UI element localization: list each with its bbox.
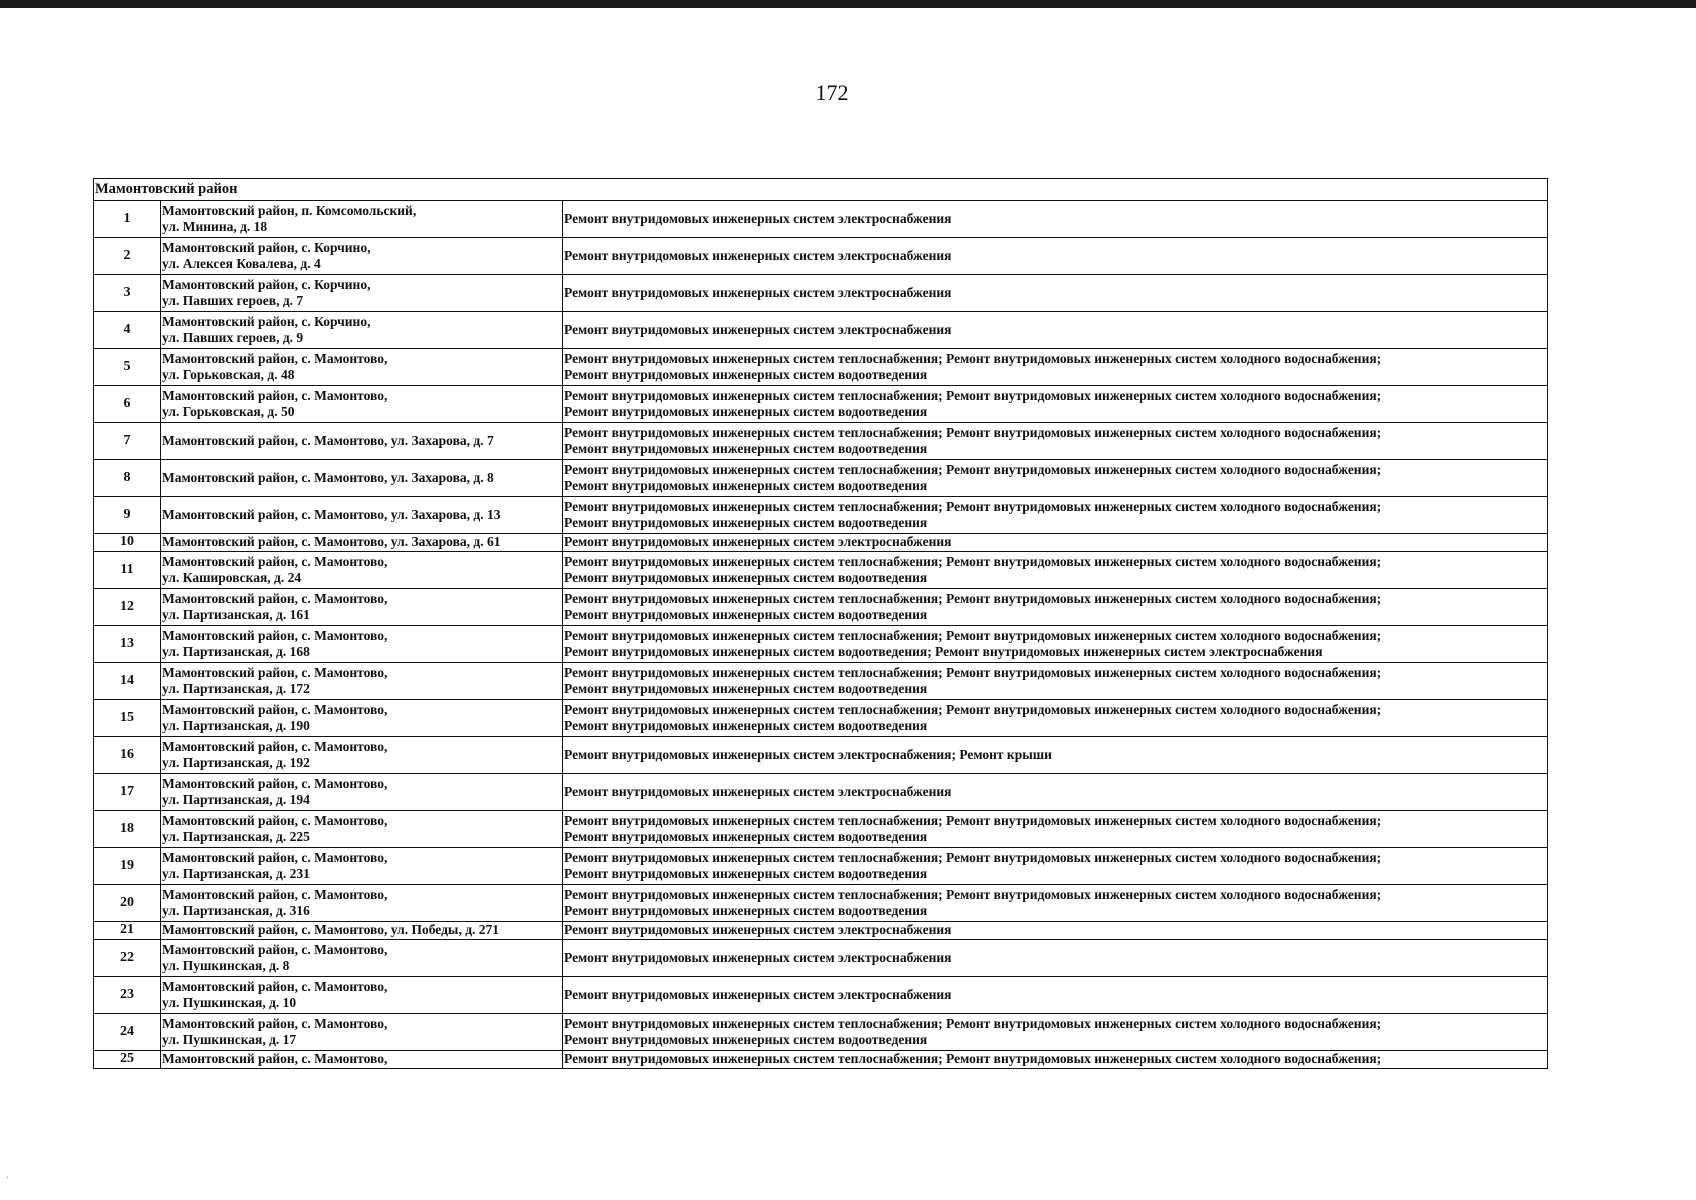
table-row [94, 626, 1548, 663]
work-line-1: Ремонт внутридомовых инженерных систем электроснабжения [564, 534, 952, 550]
work-cell [563, 700, 1548, 737]
address-cell [161, 811, 563, 848]
address-cell [161, 386, 563, 423]
table-row [94, 423, 1548, 460]
work-line-2: Ремонт внутридомовых инженерных систем водоотведения [564, 607, 928, 622]
address-cell [161, 940, 563, 977]
address-cell [161, 460, 563, 497]
work-line-1: Ремонт внутридомовых инженерных систем теплоснабжения; Ремонт внутридомовых инженерных систем холодного водоснабжения; [564, 387, 1382, 403]
address-line-2: ул. Пушкинская, д. 17 [162, 1032, 297, 1047]
work-cell [563, 663, 1548, 700]
row-number: 7 [94, 423, 161, 460]
region-title: Мамонтовский район [94, 179, 1548, 201]
address-cell [161, 349, 563, 386]
address-line-1: Мамонтовский район, с. Мамонтово, [162, 738, 388, 754]
address-line-1: Мамонтовский район, с. Мамонтово, [162, 886, 388, 902]
work-line-1: Ремонт внутридомовых инженерных систем электроснабжения [564, 783, 952, 799]
row-number: 14 [94, 663, 161, 700]
work-line-1: Ремонт внутридомовых инженерных систем теплоснабжения; Ремонт внутридомовых инженерных систем холодного водоснабжения; [564, 350, 1382, 366]
address-line-2: ул. Кашировская, д. 24 [162, 570, 302, 585]
address-line-2: ул. Горьковская, д. 48 [162, 367, 295, 382]
row-number: 16 [94, 737, 161, 774]
work-cell [563, 275, 1548, 312]
work-line-1: Ремонт внутридомовых инженерных систем электроснабжения [564, 922, 952, 938]
table-row [94, 201, 1548, 238]
table-row [94, 848, 1548, 885]
work-cell [563, 460, 1548, 497]
work-cell [563, 848, 1548, 885]
work-cell [563, 977, 1548, 1014]
table-row [94, 238, 1548, 275]
work-line-1: Ремонт внутридомовых инженерных систем теплоснабжения; Ремонт внутридомовых инженерных систем холодного водоснабжения; [564, 664, 1382, 680]
address-cell [161, 774, 563, 811]
work-cell [563, 1014, 1548, 1051]
address-line-2: ул. Партизанская, д. 194 [162, 792, 310, 807]
page-number: 172 [815, 80, 849, 105]
work-line-2: Ремонт внутридомовых инженерных систем водоотведения [564, 515, 928, 530]
address-line-1: Мамонтовский район, с. Корчино, [162, 276, 371, 292]
row-number: 13 [94, 626, 161, 663]
address-line-2: ул. Павших героев, д. 9 [162, 330, 304, 345]
work-cell [563, 312, 1548, 349]
address-line-2: ул. Пушкинская, д. 10 [162, 995, 297, 1010]
work-line-1: Ремонт внутридомовых инженерных систем электроснабжения [564, 986, 952, 1002]
row-number: 25 [94, 1051, 161, 1069]
work-line-1: Ремонт внутридомовых инженерных систем электроснабжения [564, 321, 952, 337]
work-line-2: Ремонт внутридомовых инженерных систем водоотведения [564, 441, 928, 456]
address-line-2: ул. Партизанская, д. 161 [162, 607, 310, 622]
address-line-2: ул. Партизанская, д. 225 [162, 829, 310, 844]
table-row [94, 1051, 1548, 1069]
work-cell [563, 1051, 1548, 1069]
address-line-1: Мамонтовский район, с. Мамонтово, [162, 941, 388, 957]
address-line-1: Мамонтовский район, с. Мамонтово, ул. Захарова, д. 61 [162, 534, 501, 550]
address-line-1: Мамонтовский район, с. Корчино, [162, 239, 371, 255]
address-line-1: Мамонтовский район, с. Мамонтово, [162, 849, 388, 865]
work-cell [563, 238, 1548, 275]
row-number: 21 [94, 922, 161, 940]
address-line-2: ул. Горьковская, д. 50 [162, 404, 295, 419]
address-cell [161, 922, 563, 940]
address-line-2: ул. Минина, д. 18 [162, 219, 268, 234]
work-line-2: Ремонт внутридомовых инженерных систем водоотведения [564, 367, 928, 382]
table-row [94, 940, 1548, 977]
work-cell [563, 774, 1548, 811]
work-cell [563, 201, 1548, 238]
address-line-1: Мамонтовский район, с. Мамонтово, ул. Победы, д. 271 [162, 922, 500, 938]
work-line-1: Ремонт внутридомовых инженерных систем теплоснабжения; Ремонт внутридомовых инженерных систем холодного водоснабжения; [564, 590, 1382, 606]
address-cell [161, 1051, 563, 1069]
work-line-1: Ремонт внутридомовых инженерных систем теплоснабжения; Ремонт внутридомовых инженерных систем холодного водоснабжения; [564, 1015, 1382, 1031]
work-cell [563, 423, 1548, 460]
work-line-2: Ремонт внутридомовых инженерных систем водоотведения [564, 404, 928, 419]
table-row [94, 386, 1548, 423]
work-line-2: Ремонт внутридомовых инженерных систем водоотведения [564, 903, 928, 918]
work-cell [563, 922, 1548, 940]
table-row [94, 349, 1548, 386]
row-number: 3 [94, 275, 161, 312]
table-row [94, 589, 1548, 626]
work-line-2: Ремонт внутридомовых инженерных систем водоотведения; Ремонт внутридомовых инженерных систем электроснабжения [564, 644, 1323, 659]
work-cell [563, 589, 1548, 626]
row-number: 15 [94, 700, 161, 737]
address-cell [161, 626, 563, 663]
work-line-1: Ремонт внутридомовых инженерных систем электроснабжения [564, 284, 952, 300]
address-cell [161, 275, 563, 312]
row-number: 9 [94, 497, 161, 534]
work-line-1: Ремонт внутридомовых инженерных систем теплоснабжения; Ремонт внутридомовых инженерных систем холодного водоснабжения; [564, 627, 1382, 643]
address-line-1: Мамонтовский район, с. Мамонтово, [162, 1015, 388, 1031]
scan-mark: . [6, 1170, 9, 1181]
row-number: 2 [94, 238, 161, 275]
work-cell [563, 811, 1548, 848]
address-cell [161, 848, 563, 885]
work-cell [563, 552, 1548, 589]
work-cell [563, 497, 1548, 534]
table-row [94, 700, 1548, 737]
address-cell [161, 534, 563, 552]
work-line-1: Ремонт внутридомовых инженерных систем электроснабжения [564, 949, 952, 965]
address-cell [161, 552, 563, 589]
address-line-1: Мамонтовский район, с. Мамонтово, [162, 664, 388, 680]
table-row [94, 922, 1548, 940]
table-row [94, 460, 1548, 497]
work-line-1: Ремонт внутридомовых инженерных систем теплоснабжения; Ремонт внутридомовых инженерных систем холодного водоснабжения; [564, 849, 1382, 865]
row-number: 20 [94, 885, 161, 922]
address-line-1: Мамонтовский район, с. Мамонтово, ул. Захарова, д. 8 [162, 469, 494, 485]
region-header-row [94, 179, 1548, 201]
work-cell [563, 349, 1548, 386]
address-line-2: ул. Партизанская, д. 231 [162, 866, 310, 881]
row-number: 6 [94, 386, 161, 423]
address-line-1: Мамонтовский район, с. Мамонтово, [162, 775, 388, 791]
row-number: 1 [94, 201, 161, 238]
work-line-2: Ремонт внутридомовых инженерных систем водоотведения [564, 478, 928, 493]
address-line-2: ул. Партизанская, д. 190 [162, 718, 310, 733]
table-body [94, 179, 1548, 1069]
work-line-1: Ремонт внутридомовых инженерных систем теплоснабжения; Ремонт внутридомовых инженерных систем холодного водоснабжения; [564, 812, 1382, 828]
table-row [94, 275, 1548, 312]
scan-top-edge [0, 0, 1696, 8]
work-cell [563, 940, 1548, 977]
address-line-1: Мамонтовский район, с. Мамонтово, ул. Захарова, д. 13 [162, 506, 501, 522]
address-line-2: ул. Партизанская, д. 316 [162, 903, 310, 918]
work-cell [563, 386, 1548, 423]
address-line-1: Мамонтовский район, с. Корчино, [162, 313, 371, 329]
address-cell [161, 238, 563, 275]
work-line-1: Ремонт внутридомовых инженерных систем теплоснабжения; Ремонт внутридомовых инженерных систем холодного водоснабжения; [564, 498, 1382, 514]
work-line-2: Ремонт внутридомовых инженерных систем водоотведения [564, 866, 928, 881]
row-number: 17 [94, 774, 161, 811]
address-line-1: Мамонтовский район, с. Мамонтово, [162, 387, 388, 403]
address-cell [161, 977, 563, 1014]
row-number: 10 [94, 534, 161, 552]
address-line-2: ул. Партизанская, д. 192 [162, 755, 310, 770]
address-cell [161, 737, 563, 774]
work-line-1: Ремонт внутридомовых инженерных систем электроснабжения; Ремонт крыши [564, 746, 1052, 762]
address-line-1: Мамонтовский район, с. Мамонтово, [162, 627, 388, 643]
address-line-2: ул. Партизанская, д. 168 [162, 644, 310, 659]
address-cell [161, 885, 563, 922]
row-number: 22 [94, 940, 161, 977]
address-line-2: ул. Алексея Ковалева, д. 4 [162, 256, 321, 271]
work-cell [563, 626, 1548, 663]
work-line-2: Ремонт внутридомовых инженерных систем водоотведения [564, 681, 928, 696]
address-cell [161, 497, 563, 534]
table-row [94, 552, 1548, 589]
address-line-1: Мамонтовский район, с. Мамонтово, [162, 701, 388, 717]
work-line-2: Ремонт внутридомовых инженерных систем водоотведения [564, 829, 928, 844]
work-line-1: Ремонт внутридомовых инженерных систем теплоснабжения; Ремонт внутридомовых инженерных систем холодного водоснабжения; [564, 553, 1382, 569]
row-number: 5 [94, 349, 161, 386]
work-line-1: Ремонт внутридомовых инженерных систем теплоснабжения; Ремонт внутридомовых инженерных систем холодного водоснабжения; [564, 424, 1382, 440]
table-row [94, 1014, 1548, 1051]
address-cell [161, 700, 563, 737]
work-line-1: Ремонт внутридомовых инженерных систем электроснабжения [564, 247, 952, 263]
row-number: 18 [94, 811, 161, 848]
address-cell [161, 312, 563, 349]
repair-table [93, 178, 1548, 1069]
work-line-2: Ремонт внутридомовых инженерных систем водоотведения [564, 718, 928, 733]
row-number: 11 [94, 552, 161, 589]
table-row [94, 312, 1548, 349]
address-cell [161, 423, 563, 460]
address-line-1: Мамонтовский район, с. Мамонтово, [162, 812, 388, 828]
address-line-1: Мамонтовский район, с. Мамонтово, [162, 590, 388, 606]
table-row [94, 774, 1548, 811]
work-cell [563, 737, 1548, 774]
row-number: 24 [94, 1014, 161, 1051]
table-row [94, 497, 1548, 534]
address-cell [161, 201, 563, 238]
row-number: 4 [94, 312, 161, 349]
work-line-1: Ремонт внутридомовых инженерных систем электроснабжения [564, 210, 952, 226]
address-line-2: ул. Павших героев, д. 7 [162, 293, 304, 308]
work-line-2: Ремонт внутридомовых инженерных систем водоотведения [564, 1032, 928, 1047]
work-cell [563, 885, 1548, 922]
address-cell [161, 589, 563, 626]
address-line-1: Мамонтовский район, с. Мамонтово, [162, 350, 388, 366]
row-number: 19 [94, 848, 161, 885]
work-line-1: Ремонт внутридомовых инженерных систем теплоснабжения; Ремонт внутридомовых инженерных систем холодного водоснабжения; [564, 461, 1382, 477]
row-number: 8 [94, 460, 161, 497]
table-row [94, 885, 1548, 922]
row-number: 23 [94, 977, 161, 1014]
work-cell [563, 534, 1548, 552]
row-number: 12 [94, 589, 161, 626]
table-row [94, 977, 1548, 1014]
address-line-1: Мамонтовский район, п. Комсомольский, [162, 202, 417, 218]
address-line-1: Мамонтовский район, с. Мамонтово, [162, 1051, 388, 1067]
work-line-1: Ремонт внутридомовых инженерных систем теплоснабжения; Ремонт внутридомовых инженерных систем холодного водоснабжения; [564, 701, 1382, 717]
table-row [94, 534, 1548, 552]
work-line-2: Ремонт внутридомовых инженерных систем водоотведения [564, 570, 928, 585]
work-line-1: Ремонт внутридомовых инженерных систем теплоснабжения; Ремонт внутридомовых инженерных систем холодного водоснабжения; [564, 1051, 1382, 1067]
table-row [94, 737, 1548, 774]
address-cell [161, 663, 563, 700]
table-row [94, 811, 1548, 848]
address-line-1: Мамонтовский район, с. Мамонтово, [162, 978, 388, 994]
address-line-1: Мамонтовский район, с. Мамонтово, [162, 553, 388, 569]
address-line-2: ул. Пушкинская, д. 8 [162, 958, 290, 973]
address-line-2: ул. Партизанская, д. 172 [162, 681, 310, 696]
table-row [94, 663, 1548, 700]
address-cell [161, 1014, 563, 1051]
work-line-1: Ремонт внутридомовых инженерных систем теплоснабжения; Ремонт внутридомовых инженерных систем холодного водоснабжения; [564, 886, 1382, 902]
address-line-1: Мамонтовский район, с. Мамонтово, ул. Захарова, д. 7 [162, 432, 494, 448]
